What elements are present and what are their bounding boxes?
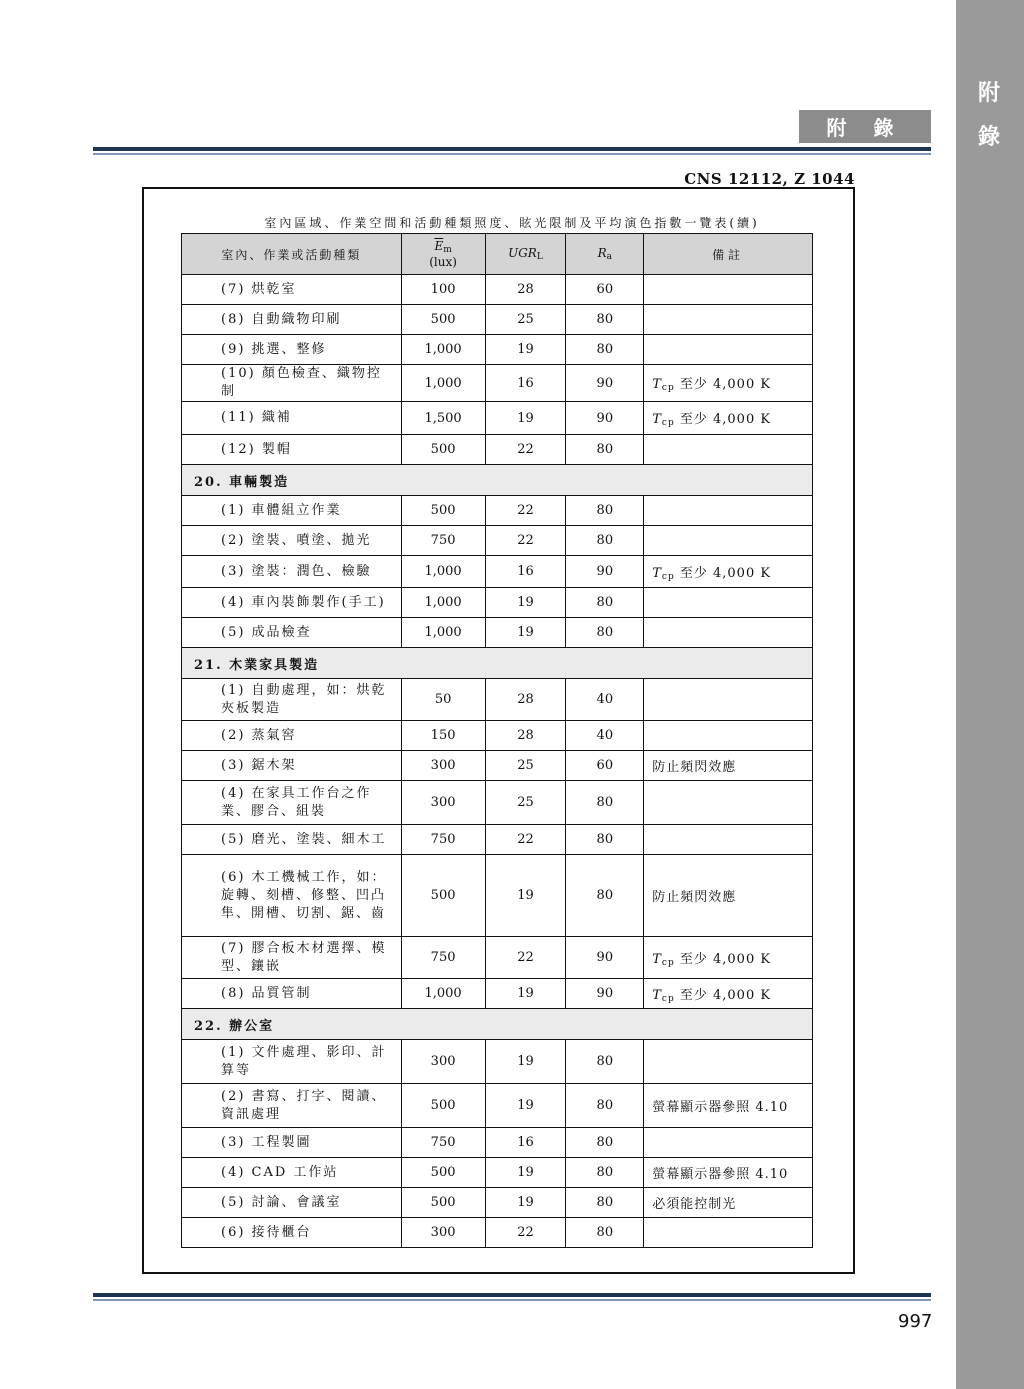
table-row	[182, 1128, 813, 1158]
ra-cell: 80	[566, 496, 644, 526]
header-rule	[93, 147, 931, 155]
remarks-cell: 防止頻閃效應	[644, 751, 813, 781]
remarks-cell	[644, 721, 813, 751]
em-cell: 1,000	[401, 588, 485, 618]
ugr-cell: 16	[485, 365, 566, 402]
em-cell: 1,000	[401, 335, 485, 365]
em-cell: 750	[401, 1128, 485, 1158]
activity-cell: (8) 品質管制	[182, 979, 402, 1009]
tcp-text: 至少 4,000 K	[679, 951, 772, 967]
activity-cell: (2) 塗裝、噴塗、拋光	[182, 526, 402, 556]
ra-cell: 90	[566, 979, 644, 1009]
activity-cell: (12) 製帽	[182, 435, 402, 465]
ugr-cell: 19	[485, 402, 566, 435]
activity-cell: (5) 磨光、塗裝、細木工	[182, 825, 402, 855]
ugr-cell: 22	[485, 937, 566, 979]
activity-cell: (6) 接待櫃台	[182, 1218, 402, 1248]
ugr-cell: 19	[485, 1188, 566, 1218]
activity-cell: (2) 書寫、打字、閱讀、資訊處理	[182, 1084, 402, 1128]
section-title: 21. 木業家具製造	[182, 648, 813, 679]
ra-cell: 80	[566, 618, 644, 648]
ugr-cell: 16	[485, 1128, 566, 1158]
section-tab: 附 錄	[799, 110, 931, 143]
remarks-cell	[644, 588, 813, 618]
em-cell: 300	[401, 781, 485, 825]
table-row	[182, 435, 813, 465]
side-label-char: 附	[977, 81, 1002, 106]
em-cell: 50	[401, 679, 485, 721]
table-row	[182, 855, 813, 937]
table-row	[182, 1084, 813, 1128]
activity-cell: (5) 討論、會議室	[182, 1188, 402, 1218]
em-unit: (lux)	[429, 255, 457, 269]
table-row	[182, 496, 813, 526]
ra-cell: 80	[566, 1158, 644, 1188]
ugr-cell: 19	[485, 1040, 566, 1084]
em-cell: 750	[401, 937, 485, 979]
remarks-cell: 螢幕顯示器參照 4.10	[644, 1158, 813, 1188]
em-cell: 1,000	[401, 365, 485, 402]
ugr-cell: 19	[485, 855, 566, 937]
ra-sub: a	[606, 252, 613, 262]
em-cell: 500	[401, 1084, 485, 1128]
activity-cell: (9) 挑選、整修	[182, 335, 402, 365]
activity-cell: (4) 車內裝飾製作(手工)	[182, 588, 402, 618]
ugr-cell: 28	[485, 275, 566, 305]
ugr-cell: 25	[485, 751, 566, 781]
ugr-symbol: UGR	[508, 246, 537, 260]
em-cell: 1,000	[401, 556, 485, 588]
remarks-cell: 必須能控制光	[644, 1188, 813, 1218]
em-cell: 100	[401, 275, 485, 305]
ugr-cell: 25	[485, 305, 566, 335]
activity-cell: (5) 成品檢查	[182, 618, 402, 648]
remarks-cell	[644, 979, 813, 1009]
ugr-sub: L	[536, 252, 543, 262]
remarks-cell	[644, 1128, 813, 1158]
ugr-cell: 28	[485, 679, 566, 721]
em-cell: 500	[401, 1158, 485, 1188]
section-title: 20. 車輛製造	[182, 465, 813, 496]
ugr-cell: 22	[485, 1218, 566, 1248]
tcp-text: 至少 4,000 K	[679, 377, 772, 392]
table-row	[182, 781, 813, 825]
ra-cell: 80	[566, 855, 644, 937]
remarks-cell	[644, 526, 813, 556]
remarks-cell	[644, 679, 813, 721]
page-number: 997	[898, 1311, 933, 1332]
tcp-symbol: T	[652, 412, 662, 427]
remarks-cell	[644, 275, 813, 305]
tcp-symbol: T	[652, 565, 662, 581]
tcp-symbol: T	[652, 987, 662, 1003]
activity-cell: (1) 文件處理、影印、計算等	[182, 1040, 402, 1084]
header-ugr	[485, 234, 566, 275]
table-caption: 室內區域、作業空間和活動種類照度、眩光限制及平均演色指數一覽表(續)	[264, 216, 760, 230]
activity-cell: (1) 自動處理，如：烘乾夾板製造	[182, 679, 402, 721]
section-row	[182, 465, 813, 496]
section-row	[182, 1009, 813, 1040]
ra-cell: 80	[566, 1128, 644, 1158]
em-cell: 1,000	[401, 618, 485, 648]
tcp-sub: cp	[661, 957, 675, 968]
ugr-cell: 19	[485, 335, 566, 365]
em-sub: m	[443, 245, 452, 255]
activity-cell: (3) 鋸木架	[182, 751, 402, 781]
table-header-row	[182, 234, 813, 275]
ra-cell: 80	[566, 1040, 644, 1084]
tcp-sub: cp	[661, 418, 675, 428]
remarks-cell	[644, 305, 813, 335]
remarks-cell	[644, 556, 813, 588]
table-row	[182, 1188, 813, 1218]
activity-cell: (6) 木工機械工作，如：旋轉、刻槽、修整、凹凸隼、開槽、切割、鋸、齒	[182, 855, 402, 937]
table-row	[182, 588, 813, 618]
activity-cell: (7) 烘乾室	[182, 275, 402, 305]
em-cell: 500	[401, 1188, 485, 1218]
section-title: 22. 辦公室	[182, 1009, 813, 1040]
remarks-cell	[644, 1040, 813, 1084]
ugr-cell: 19	[485, 979, 566, 1009]
tcp-text: 至少 4,000 K	[679, 987, 772, 1003]
table-row	[182, 618, 813, 648]
standard-number: CNS 12112, Z 1044	[684, 170, 855, 188]
ra-cell: 80	[566, 1084, 644, 1128]
remarks-cell	[644, 335, 813, 365]
em-cell: 300	[401, 1218, 485, 1248]
table-row	[182, 275, 813, 305]
remarks-cell: 螢幕顯示器參照 4.10	[644, 1084, 813, 1128]
remarks-cell	[644, 435, 813, 465]
side-band	[956, 0, 1024, 1389]
ra-cell: 90	[566, 402, 644, 435]
ra-cell: 80	[566, 588, 644, 618]
ra-cell: 80	[566, 781, 644, 825]
ugr-cell: 22	[485, 526, 566, 556]
ra-cell: 90	[566, 937, 644, 979]
table-row	[182, 721, 813, 751]
em-cell: 300	[401, 1040, 485, 1084]
table-row	[182, 305, 813, 335]
remarks-cell	[644, 365, 813, 402]
activity-cell: (10) 顏色檢查、織物控制	[182, 365, 402, 402]
table-row	[182, 1218, 813, 1248]
illuminance-table	[181, 233, 813, 1248]
tcp-sub: cp	[661, 571, 675, 582]
ugr-cell: 19	[485, 1158, 566, 1188]
em-cell: 500	[401, 496, 485, 526]
remarks-cell	[644, 1218, 813, 1248]
em-cell: 1,500	[401, 402, 485, 435]
ra-cell: 40	[566, 679, 644, 721]
em-cell: 500	[401, 305, 485, 335]
remarks-cell	[644, 781, 813, 825]
side-label-char: 錄	[977, 125, 1002, 150]
activity-cell: (1) 車體組立作業	[182, 496, 402, 526]
ra-cell: 80	[566, 335, 644, 365]
remarks-cell	[644, 618, 813, 648]
section-row	[182, 648, 813, 679]
header-em	[401, 234, 485, 275]
tcp-symbol: T	[652, 377, 662, 392]
ugr-cell: 28	[485, 721, 566, 751]
ugr-cell: 22	[485, 825, 566, 855]
ra-cell: 60	[566, 275, 644, 305]
em-cell: 1,000	[401, 979, 485, 1009]
activity-cell: (7) 膠合板木材選擇、模型、鑲嵌	[182, 937, 402, 979]
footer-rule	[93, 1293, 931, 1301]
ugr-cell: 25	[485, 781, 566, 825]
ugr-cell: 22	[485, 435, 566, 465]
table-row	[182, 679, 813, 721]
activity-cell: (2) 蒸氣窖	[182, 721, 402, 751]
em-cell: 750	[401, 526, 485, 556]
ra-cell: 60	[566, 751, 644, 781]
ugr-cell: 22	[485, 496, 566, 526]
activity-cell: (11) 織補	[182, 402, 402, 435]
remarks-cell	[644, 402, 813, 435]
table-row	[182, 751, 813, 781]
ra-symbol: R	[597, 246, 607, 260]
ra-cell: 80	[566, 825, 644, 855]
table-row	[182, 556, 813, 588]
table-row	[182, 365, 813, 402]
activity-cell: (3) 工程製圖	[182, 1128, 402, 1158]
table-row	[182, 526, 813, 556]
remarks-cell	[644, 496, 813, 526]
table-row	[182, 335, 813, 365]
ra-cell: 90	[566, 556, 644, 588]
em-cell: 500	[401, 435, 485, 465]
tcp-text: 至少 4,000 K	[679, 412, 772, 427]
tcp-symbol: T	[652, 951, 662, 967]
table-row	[182, 402, 813, 435]
ugr-cell: 16	[485, 556, 566, 588]
tcp-sub: cp	[661, 383, 675, 393]
activity-cell: (4) CAD 工作站	[182, 1158, 402, 1188]
table-row	[182, 1040, 813, 1084]
ra-cell: 80	[566, 526, 644, 556]
em-symbol: $\overline{E}$	[434, 239, 444, 253]
table-row	[182, 1158, 813, 1188]
activity-cell: (8) 自動織物印刷	[182, 305, 402, 335]
header-activity: 室內、作業或活動種類	[182, 234, 402, 275]
ra-cell: 80	[566, 1188, 644, 1218]
header-ra	[566, 234, 644, 275]
em-cell: 300	[401, 751, 485, 781]
ra-cell: 90	[566, 365, 644, 402]
ugr-cell: 19	[485, 618, 566, 648]
table-row	[182, 825, 813, 855]
ra-cell: 80	[566, 1218, 644, 1248]
tcp-sub: cp	[661, 993, 675, 1004]
em-cell: 500	[401, 855, 485, 937]
table-row	[182, 937, 813, 979]
ra-cell: 80	[566, 435, 644, 465]
em-cell: 750	[401, 825, 485, 855]
remarks-cell: 防止頻閃效應	[644, 855, 813, 937]
table-row	[182, 979, 813, 1009]
activity-cell: (4) 在家具工作台之作業、膠合、組裝	[182, 781, 402, 825]
ugr-cell: 19	[485, 1084, 566, 1128]
ra-cell: 80	[566, 305, 644, 335]
remarks-cell	[644, 825, 813, 855]
header-remarks: 備註	[644, 234, 813, 275]
tcp-text: 至少 4,000 K	[679, 565, 772, 581]
activity-cell: (3) 塗裝：潤色、檢驗	[182, 556, 402, 588]
side-chapter-label	[960, 72, 1020, 160]
ugr-cell: 19	[485, 588, 566, 618]
ra-cell: 40	[566, 721, 644, 751]
remarks-cell	[644, 937, 813, 979]
em-cell: 150	[401, 721, 485, 751]
